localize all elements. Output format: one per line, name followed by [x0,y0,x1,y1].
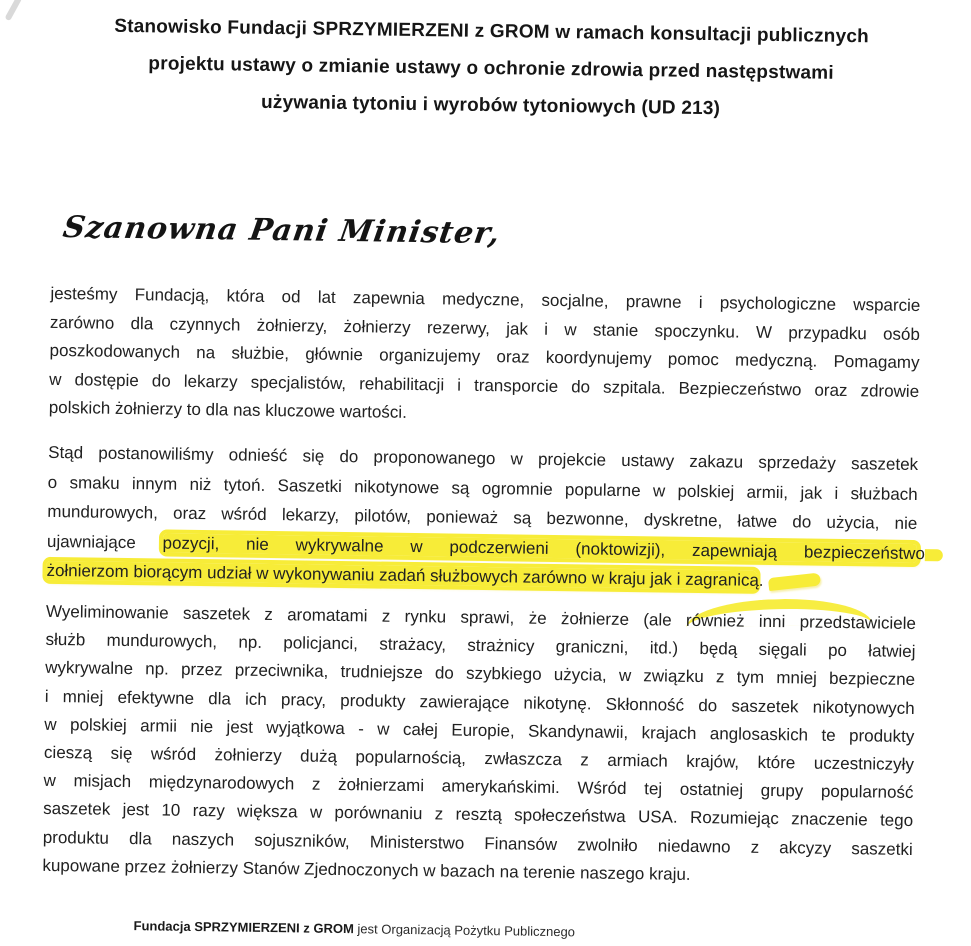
text-line: cieszą się wśród żołnierzy dużą popularnością, zwłaszcza z armiach krajów, które uczestniczyły [43,742,915,775]
title-line-1: Stanowisko Fundacji SPRZYMIERZENI z GROM w ramach konsultacji publicznych [114,15,870,48]
text-line: w polskiej armii nie jest wyjątkowa - w całej Europie, Skandynawii, krajach anglosaskich te produkty [44,714,915,746]
title-line-3: używania tytoniu i wyrobów tytoniowych (UD 213) [260,91,721,120]
footer-org-desc: jest Organizacją Pożytku Publicznego [357,921,576,940]
text-line: Wyeliminowanie saszetek z aromatami z rynku sprawi, że żołnierze (ale również inni przedstawiciele [45,601,917,634]
document-title [55,7,927,130]
paragraph-1 [49,280,921,435]
highlighted-text: pozycji, nie wykrywalne w podczerwieni (noktowizji), zapewniają bezpieczeństwo [162,532,925,563]
highlighted-text: żołnierzom biorącym udział w wykonywaniu zadań służbowych zarówno w kraju jak i zagranicą. [46,560,764,590]
text-line: saszetek jest 10 razy większa w porównaniu z resztą społeczeństwa USA. Rozumiejąc znaczenie tego [43,799,914,831]
text-line: kupowane przez żołnierzy Stanów Zjednoczonych w bazach na terenie naszego kraju. [42,855,691,884]
text-line: poszkodowanych na służbie, głównie organizujemy oraz koordynujemy pomoc medyczną. Pomagamy [49,341,920,373]
text-line: służb mundurowych, np. policjanci, strażacy, strażnicy graniczni, itd.) będą sięgali po łatwiej [45,630,916,662]
text-line: o smaku innym niż tytoń. Saszetki nikotynowe są ogromnie popularne w polskiej armii, jak i służbach [47,472,918,504]
paragraph-3 [42,598,916,892]
text-line: mundurowych, oraz wśród lekarzy, pilotów, ponieważ są bezwonne, dyskretne, łatwe do użycia, nie [47,501,918,534]
paragraph-2 [46,438,925,598]
text-line: jesteśmy Fundacją, która od lat zapewnia medyczne, socjalne, prawne i psychologiczne wsparcie [50,283,921,316]
text-segment: ujawniające [46,531,163,552]
text-line: Stąd postanowiliśmy odnieść się do proponowanego w projekcie ustawy zakazu sprzedaży saszetek [48,442,919,475]
text-line: zarówno dla czynnych żołnierzy, żołnierzy rezerwy, jak i w stanie spoczynku. W przypadku osób [49,312,921,344]
text-line: polskich żołnierzy to dla nas kluczowe wartości. [48,398,408,423]
salutation-script: Szanowna Pani Minister, [60,210,504,252]
text-line: w misjach międzynarodowych z żołnierzami amerykańskimi. Wśród tej ostatniej grupy popularność [43,771,914,803]
title-line-2: projektu ustawy o zmianie ustawy o ochronie zdrowia przed następstwami [148,53,834,84]
text-line: i mniej efektywne dla ich pracy, produkty zawierające nikotynę. Skłonność do saszetek nikotynowych [44,686,915,718]
footer-org-name: Fundacja SPRZYMIERZENI z GROM [133,918,354,937]
text-line: wykrywalne np. przez przeciwnika, trudniejsze do szybkiego użycia, w związku z tym mniej bezpieczne [45,658,916,690]
scan-artifact [4,0,22,21]
text-line: produktu dla naszych sojuszników, Ministerstwo Finansów zwolniło niedawno z akcyzy saszetki [42,827,913,859]
text-line: w dostępie do lekarzy specjalistów, rehabilitacji i transporcie do szpitala. Bezpieczeństwo oraz zdrowie [49,369,920,401]
